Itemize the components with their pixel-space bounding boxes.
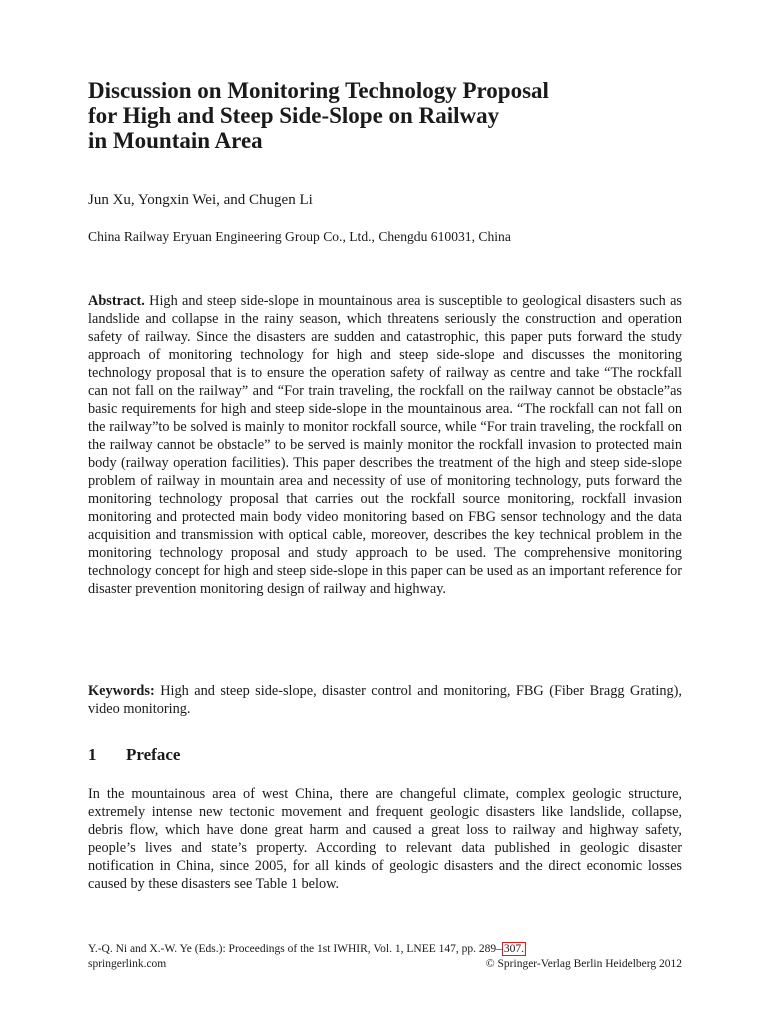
title-line-2: for High and Steep Side-Slope on Railway: [88, 103, 500, 128]
publisher-site: springerlink.com: [88, 958, 167, 970]
keywords-label: Keywords:: [88, 683, 155, 699]
title-line-1: Discussion on Monitoring Technology Proposal: [88, 78, 549, 103]
keywords-paragraph: [88, 682, 682, 718]
abstract-label: Abstract.: [88, 293, 145, 309]
paper-title: [88, 78, 682, 153]
footer-citation-row: [88, 942, 682, 957]
copyright-notice: © Springer-Verlag Berlin Heidelberg 2012: [485, 958, 682, 970]
title-line-3: in Mountain Area: [88, 128, 263, 153]
affiliation: China Railway Eryuan Engineering Group Co., Ltd., Chengdu 610031, China: [88, 229, 511, 244]
citation-text: Y.-Q. Ni and X.-W. Ye (Eds.): Proceedings of the 1st IWHIR, Vol. 1, LNEE 147, pp. 289–: [88, 943, 502, 955]
keywords-text: High and steep side-slope, disaster control and monitoring, FBG (Fiber Bragg Grating), video monitoring.: [88, 683, 682, 717]
page-range-link[interactable]: 307.: [503, 943, 524, 955]
author-list: Jun Xu, Yongxin Wei, and Chugen Li: [88, 192, 313, 208]
abstract-text: High and steep side-slope in mountainous area is susceptible to geological disasters such as landslide and collapse in the rainy season, which threatens seriously the construction and operation safety of railway. Since the disasters are sudden and catastrophic, this paper puts forward the study approach of monitoring technology for high and steep side-slope and discusses the monitoring technology proposal that is to ensure the operation safety of railway as centre and take “The rockfall can not fall on the railway” and “For train traveling, the rockfall on the railway cannot be obstacle”as basic requirements for high and steep side-slope in the mountainous area. “The rockfall can not fall on the railway”to be solved is mainly to monitor rockfall source, while “For train traveling, the rockfall on the railway cannot be obstacle” to be served is mainly monitor the rockfall invasion to protected main body (railway operation facilities). This paper describes the treatment of the high and steep side-slope problem of railway in mountain area and necessity of use of monitoring technology, puts forward the monitoring technology proposal that carries out the rockfall source monitoring, rockfall invasion monitoring and protected main body video monitoring based on FBG sensor technology and the data acquisition and transmission with optical cable, moreover, describes the key technical problem in the monitoring technology proposal and study approach to be used. The comprehensive monitoring technology concept for high and steep side-slope in this paper can be used as an important reference for disaster prevention monitoring design of railway and highway.: [88, 293, 682, 597]
page-footer: [88, 942, 682, 972]
section-number: 1: [88, 745, 97, 764]
footer-publisher-row: [88, 957, 682, 972]
section-title: Preface: [126, 745, 181, 764]
section-heading: [88, 745, 180, 765]
preface-paragraph: In the mountainous area of west China, there are changeful climate, complex geologic structure, extremely intense new tectonic movement and frequent geologic disasters like landslide, collapse, debris flow, which have done great harm and caused a great loss to railway and highway safety, people’s lives and state’s property. According to relevant data published in geologic disaster notification in China, since 2005, for all kinds of geologic disasters and the direct economic losses caused by these disasters see Table 1 below.: [88, 786, 682, 892]
abstract-paragraph: [88, 292, 682, 598]
